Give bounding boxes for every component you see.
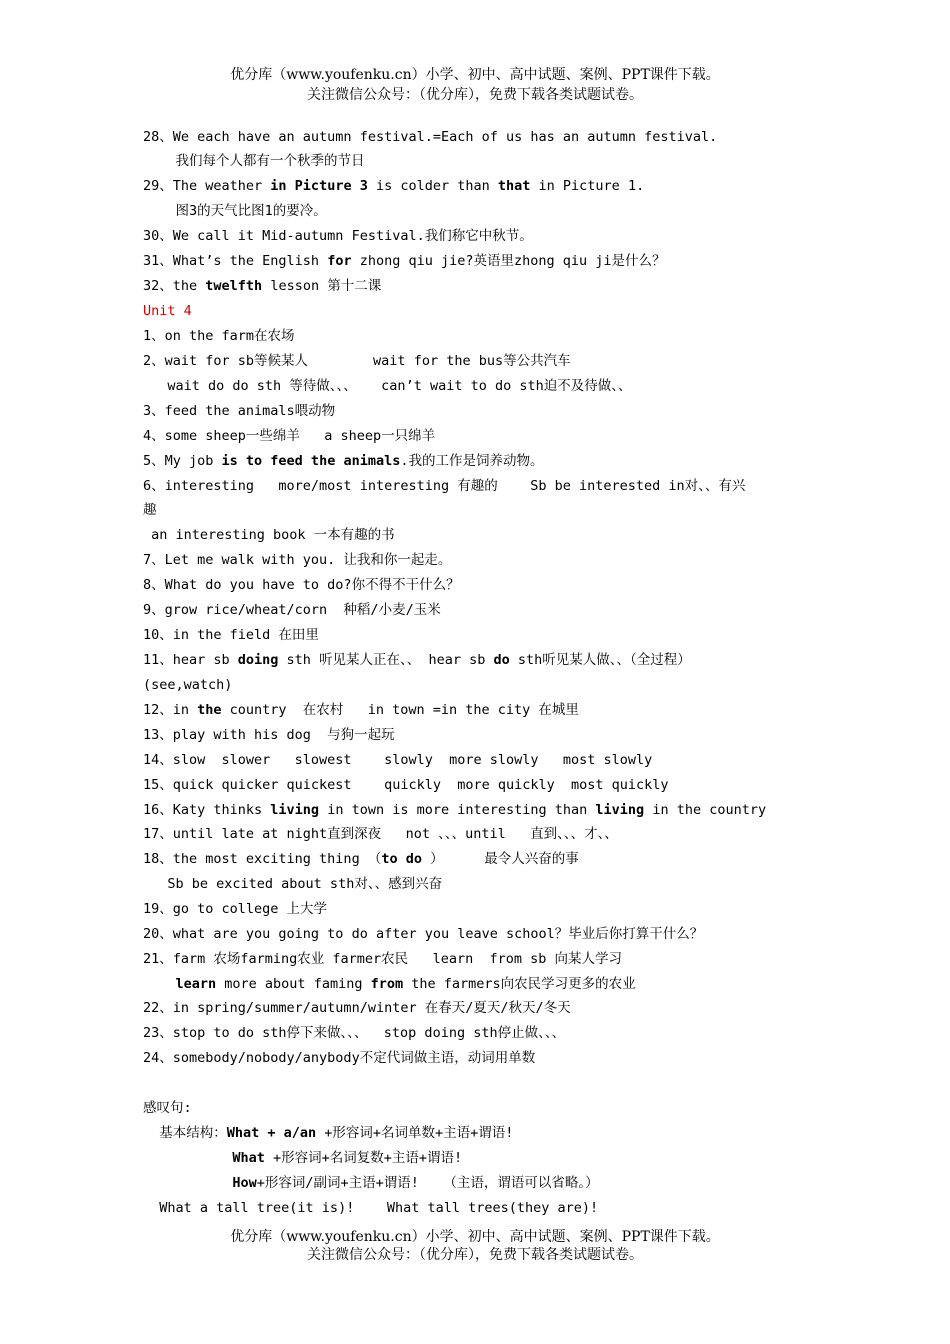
- unit4-item-21: 21、farm 农场farming农业 farmer农民 learn from sb 向某人学习: [143, 951, 622, 967]
- unit4-item-20: 20、what are you going to do after you leave school？毕业后你打算干什么？: [143, 926, 704, 942]
- unit4-item-12: [143, 700, 579, 720]
- bold-span: to do: [381, 851, 422, 867]
- text-span: [143, 976, 176, 992]
- text-span: in the country: [644, 802, 767, 818]
- unit4-item-2: 2、wait for sb等候某人 wait for the bus等公共汽车: [143, 353, 571, 369]
- text-span: sth听见某人做、、（全过程）: [509, 652, 691, 668]
- bold-span: is to feed the animals: [221, 453, 401, 469]
- text-span: the farmers向农民学习更多的农业: [403, 976, 636, 992]
- item-28: 28、We each have an autumn festival.=Each of us has an autumn festival.: [143, 129, 718, 145]
- unit4-item-9: 9、grow rice/wheat/corn 种稻/小麦/玉米: [143, 602, 441, 618]
- unit4-item-18: [143, 849, 579, 869]
- unit4-item-19: 19、go to college 上大学: [143, 901, 328, 917]
- unit4-item-5: [143, 451, 543, 471]
- unit4-item-21-cont: [143, 974, 636, 994]
- text-span: country 在农村 in town =in the city 在城里: [221, 702, 579, 718]
- unit4-item-13: 13、play with his dog 与狗一起玩: [143, 727, 395, 743]
- exclamation-structure-2: [143, 1148, 462, 1168]
- text-span: 11、hear sb: [143, 652, 238, 668]
- bold-span: twelfth: [205, 278, 263, 294]
- unit4-item-22: 22、in spring/summer/autumn/winter 在春天/夏天/秋天/冬天: [143, 1000, 571, 1016]
- unit4-item-6-example: an interesting book 一本有趣的书: [143, 527, 395, 543]
- text-span: 18、the most exciting thing （: [143, 851, 382, 867]
- text-span: [143, 1175, 232, 1191]
- text-span: 31、What’s the English: [143, 253, 328, 269]
- item-29-translation: 图3的天气比图1的要冷。: [143, 203, 327, 219]
- exclamation-structure-3: [143, 1173, 599, 1193]
- bold-span: How: [232, 1175, 257, 1191]
- unit4-item-6: 6、interesting more/most interesting 有趣的 Sb be interested in对、、有兴: [143, 478, 746, 494]
- unit4-item-8: 8、What do you have to do?你不得不干什么？: [143, 577, 460, 593]
- item-30: 30、We call it Mid-autumn Festival.我们称它中秋节。: [143, 228, 533, 244]
- text-span: 5、My job: [143, 453, 222, 469]
- bold-span: that: [497, 178, 531, 194]
- text-span: +形容词/副词+主语+谓语! （主语，谓语可以省略。）: [256, 1175, 599, 1191]
- text-span: 29、The weather: [143, 178, 271, 194]
- text-span: 32、the: [143, 278, 206, 294]
- text-span: .我的工作是饲养动物。: [400, 453, 544, 469]
- text-span: sth 听见某人正在、、 hear sb: [278, 652, 494, 668]
- bold-span: for: [327, 253, 352, 269]
- unit4-item-17: 17、until late at night直到深夜 not 、、、until 直到、、、才、、: [143, 826, 618, 842]
- exclamation-example: What a tall tree(it is)! What tall trees(they are)!: [143, 1200, 599, 1216]
- header-line-1: 优分库（www.youfenku.cn）小学、初中、高中试题、案例、PPT课件下载。: [230, 67, 720, 83]
- unit4-item-18-cont: Sb be excited about sth对、、感到兴奋: [143, 876, 443, 892]
- unit4-item-11: [143, 650, 691, 670]
- text-span: 12、in: [143, 702, 198, 718]
- unit-4-heading: Unit 4: [143, 303, 192, 319]
- bold-span: What: [232, 1150, 265, 1166]
- item-31: [143, 251, 666, 271]
- unit4-item-2-cont: wait do do sth 等待做、、、 can’t wait to do sth迫不及待做、、: [143, 378, 632, 394]
- bold-span: doing: [237, 652, 279, 668]
- bold-span: from: [370, 976, 404, 992]
- unit4-item-10: 10、in the field 在田里: [143, 627, 319, 643]
- unit4-item-23: 23、stop to do sth停下来做、、、 stop doing sth停止做、、、: [143, 1025, 566, 1041]
- footer-line-2: 关注微信公众号：（优分库），免费下载各类试题试卷。: [307, 1247, 643, 1263]
- bold-span: living: [595, 802, 645, 818]
- unit4-item-11-wrap: (see,watch): [143, 677, 233, 693]
- header-line-2: 关注微信公众号：（优分库），免费下载各类试题试卷。: [307, 87, 643, 103]
- text-span: zhong qiu jie?英语里zhong qiu ji是什么？: [351, 253, 666, 269]
- text-span: [143, 1150, 232, 1166]
- exclamation-heading: 感叹句:: [143, 1100, 192, 1116]
- text-span: 基本结构：: [143, 1125, 227, 1141]
- unit4-item-3: 3、feed the animals喂动物: [143, 403, 336, 419]
- unit4-item-7: 7、Let me walk with you. 让我和你一起走。: [143, 552, 452, 568]
- unit4-item-6-wrap: 趣: [143, 502, 157, 518]
- unit4-item-4: 4、some sheep一些绵羊 a sheep一只绵羊: [143, 428, 436, 444]
- text-span: +形容词+名词单数+主语+谓语!: [316, 1125, 514, 1141]
- bold-span: What + a/an: [226, 1125, 317, 1141]
- bold-span: in Picture 3: [270, 178, 368, 194]
- item-32: [143, 276, 381, 296]
- footer-line-1: 优分库（www.youfenku.cn）小学、初中、高中试题、案例、PPT课件下载。: [230, 1229, 720, 1245]
- item-28-translation: 我们每个人都有一个秋季的节日: [143, 153, 365, 169]
- unit4-item-1: 1、on the farm在农场: [143, 328, 295, 344]
- text-span: ） 最令人兴奋的事: [421, 851, 579, 867]
- text-span: lesson 第十二课: [262, 278, 382, 294]
- bold-span: learn: [175, 976, 217, 992]
- text-span: is colder than: [367, 178, 498, 194]
- unit4-item-15: 15、quick quicker quickest quickly more quickly most quickly: [143, 777, 669, 793]
- unit4-item-14: 14、slow slower slowest slowly more slowly most slowly: [143, 752, 653, 768]
- unit4-item-16: [143, 800, 766, 820]
- text-span: in town is more interesting than: [319, 802, 596, 818]
- text-span: 16、Katy thinks: [143, 802, 271, 818]
- bold-span: the: [197, 702, 222, 718]
- exclamation-structure-1: [143, 1123, 513, 1143]
- item-29: [143, 176, 644, 196]
- bold-span: do: [493, 652, 510, 668]
- bold-span: living: [270, 802, 320, 818]
- text-span: in Picture 1.: [530, 178, 645, 194]
- text-span: more about faming: [216, 976, 371, 992]
- unit4-item-24: 24、somebody/nobody/anybody不定代词做主语，动词用单数: [143, 1050, 536, 1066]
- text-span: +形容词+名词复数+主语+谓语!: [264, 1150, 463, 1166]
